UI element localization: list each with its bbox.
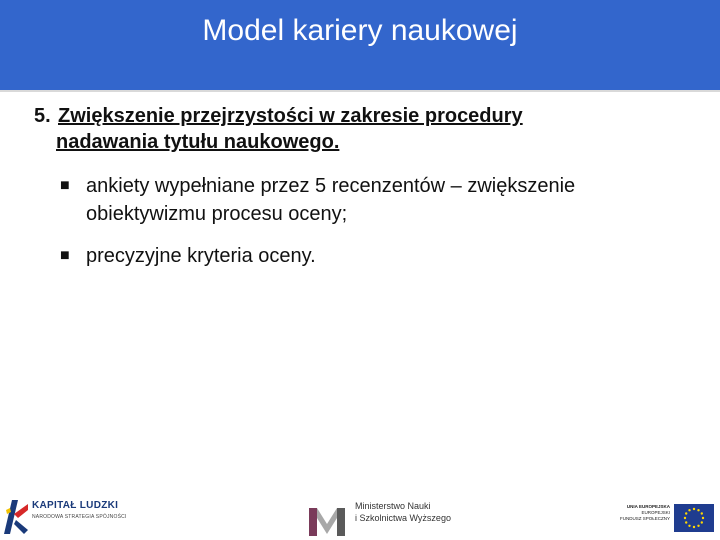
bullet-text-line2: obiektywizmu procesu oceny; [86, 203, 348, 225]
bullet-text-line1: precyzyjne kryteria oceny. [86, 245, 316, 267]
eu-line2: EUROPEJSKI [641, 510, 670, 515]
ministry-name-line2: i Szkolnictwa Wyższego [355, 513, 451, 523]
footer-logos [0, 488, 720, 540]
slide-header [0, 0, 720, 90]
ministry-name [355, 500, 451, 524]
kapital-ludzki-title: KAPITAŁ LUDZKI [32, 500, 119, 511]
kapital-ludzki-subtitle: NARODOWA STRATEGIA SPÓJNOŚCI [32, 514, 127, 520]
bullet-marker: ■ [60, 177, 70, 194]
bullet-marker: ■ [60, 247, 70, 264]
eu-line3: FUNDUSZ SPOŁECZNY [620, 516, 671, 521]
ministry-logo-icon [309, 506, 345, 536]
section-heading-line1 [34, 103, 674, 129]
eu-flag-icon [674, 504, 714, 532]
eu-line1: UNIA EUROPEJSKA [626, 504, 670, 509]
bullet-text-line1: ankiety wypełniane przez 5 recenzentów – zwiększenie [86, 175, 576, 197]
section-heading [34, 103, 674, 155]
eu-text [620, 504, 670, 522]
section-heading-text1: Zwiększenie przejrzystości w zakresie procedury [58, 105, 523, 127]
section-number: 5. [34, 105, 51, 127]
header-divider [0, 90, 720, 92]
bullet-item [60, 172, 700, 228]
bullet-list [60, 172, 700, 284]
section-heading-text2: nadawania tytułu naukowego. [56, 131, 340, 153]
kapital-ludzki-logo-icon [2, 496, 30, 536]
bullet-item [60, 242, 700, 270]
section-heading-line2 [34, 129, 674, 155]
slide-title: Model kariery naukowej [202, 14, 518, 47]
ministry-name-line1: Ministerstwo Nauki [355, 501, 431, 511]
